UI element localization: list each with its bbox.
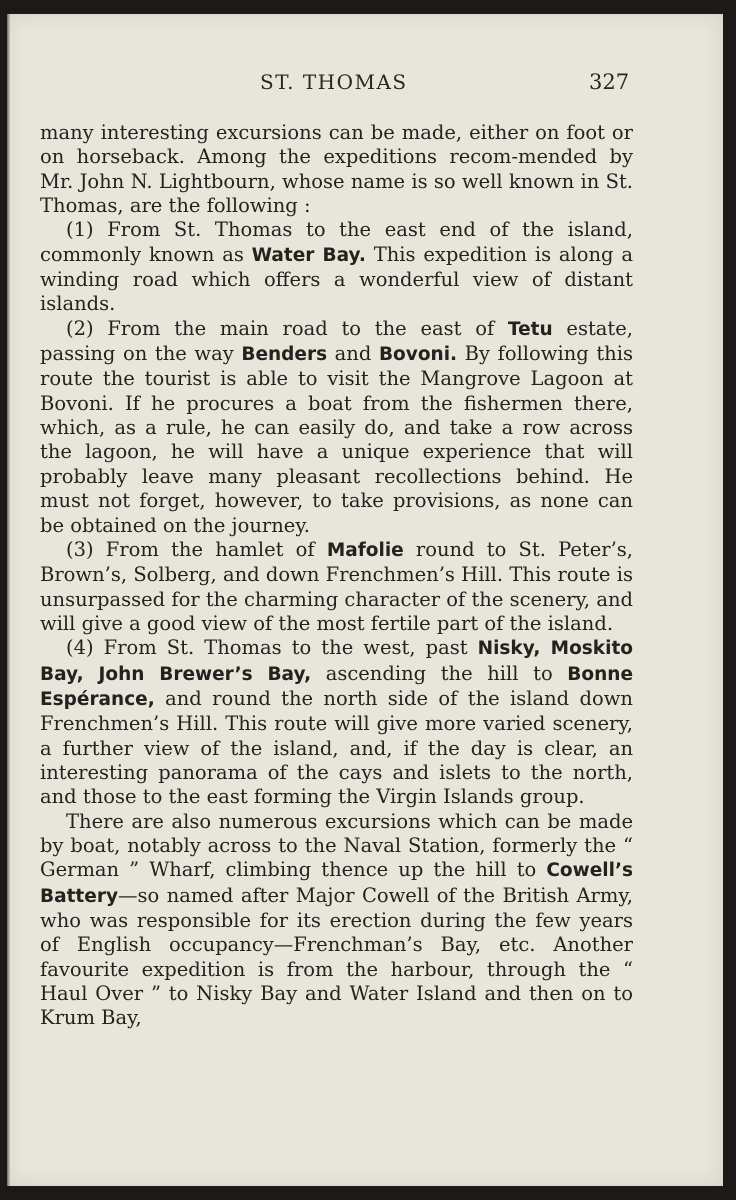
route2-text-4: By following this route the tourist is able to visit the Mangrove Lagoon at Bovoni. If he procures a boat from the fishermen there, which, as a rule, he can easily do, and take a row across the lagoon, he will have a unique experience that will probably leave many pleasant recollections behind. He must not forget, however, to take provisions, as none can be obtained on the journey. bbox=[40, 342, 633, 537]
place-bonne-esperance: Bonne Espérance, bbox=[40, 663, 633, 710]
running-header bbox=[7, 66, 723, 106]
body-text bbox=[40, 121, 633, 1031]
page-gutter bbox=[7, 14, 10, 1186]
route4-text-1: (4) From St. Thomas to the west, past bbox=[66, 636, 478, 660]
place-benders: Benders bbox=[241, 344, 328, 366]
route2-text-1: (2) From the main road to the east of bbox=[66, 316, 508, 340]
route2-text-3: and bbox=[327, 342, 379, 366]
book-page bbox=[7, 14, 723, 1186]
route2-text-2: estate, passing on the way bbox=[40, 316, 633, 366]
intro-text: many interesting excursions can be made, either on foot or on horseback. Among the expeditions recom-mended by Mr. John N. Lightbourn, whose name is so well known in St. Thomas, are the following : bbox=[40, 121, 633, 218]
route4-text-3: and round the north side of the island down Frenchmen’s Hill. This route will give more varied scenery, a further view of the island, and, if the day is clear, an interesting panorama of the cays and islets to the north, and those to the east forming the Virgin Islands group. bbox=[40, 686, 633, 809]
paragraph-route-2 bbox=[40, 317, 633, 538]
route4-text-2: ascending the hill to bbox=[311, 661, 568, 685]
paragraph-boat-excursions bbox=[40, 810, 633, 1031]
paragraph-route-4 bbox=[40, 636, 633, 809]
place-cowells-battery: Cowell’s Battery bbox=[40, 860, 633, 907]
place-bovoni: Bovoni. bbox=[378, 344, 458, 366]
paragraph-intro bbox=[40, 121, 633, 218]
paragraph-route-3 bbox=[40, 538, 633, 636]
boat-text-1: There are also numerous excursions which can be made by boat, notably across to the Naval Station, formerly the “ German ” Wharf, climbing thence up the hill to bbox=[40, 809, 633, 882]
paragraph-route-1 bbox=[40, 218, 633, 316]
route1-text-2: This expedition is along a winding road which offers a wonderful view of distant islands. bbox=[40, 242, 633, 316]
route1-text-1: (1) From St. Thomas to the east end of the island, commonly known as bbox=[40, 218, 633, 266]
place-mafolie: Mafolie bbox=[326, 539, 404, 561]
running-head-title: ST. THOMAS bbox=[260, 70, 408, 94]
boat-text-2: —so named after Major Cowell of the British Army, who was responsible for its erection during the few years of English occupancy—Frenchman’s Bay, etc. Another favourite expedition is from the harbour, through the “ Haul Over ” to Nisky Bay and Water Island and then on to Krum Bay, bbox=[40, 883, 633, 1030]
route3-text-1: (3) From the hamlet of bbox=[66, 537, 327, 561]
route3-text-2: round to St. Peter’s, Brown’s, Solberg, and down Frenchmen’s Hill. This route is unsurpassed for the charming character of the scenery, and will give a good view of the most fertile part of the island. bbox=[40, 537, 633, 635]
place-nisky-moskito-brewers: Nisky, Moskito Bay, John Brewer’s Bay, bbox=[40, 638, 633, 685]
place-water-bay: Water Bay. bbox=[251, 244, 366, 266]
page-number: 327 bbox=[589, 70, 630, 94]
place-tetu: Tetu bbox=[507, 318, 553, 340]
